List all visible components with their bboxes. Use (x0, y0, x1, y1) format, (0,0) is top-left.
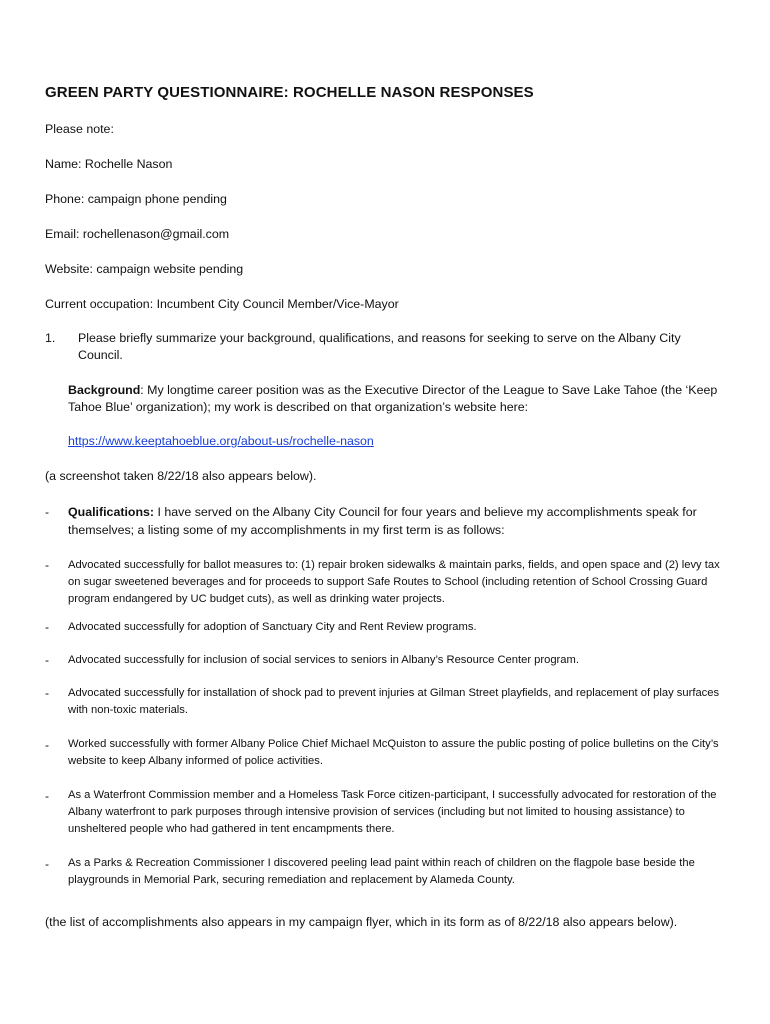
bullet-dash: - (45, 686, 49, 700)
bullet-dash: - (45, 738, 49, 752)
accomplishment-item: Advocated successfully for inclusion of social services to seniors in Albany’s Resource Center program. (68, 654, 579, 666)
question-text: Please briefly summarize your background, qualifications, and reasons for seeking to serve on the Albany City Council. (78, 331, 681, 362)
occupation-line: Current occupation: Incumbent City Council Member/Vice-Mayor (45, 297, 399, 311)
accomplishment-item: Advocated successfully for adoption of Sanctuary City and Rent Review programs. (68, 621, 477, 633)
closing-note: (the list of accomplishments also appears in my campaign flyer, which in its form as of 8/22/18 also appears below). (45, 915, 678, 929)
website-line: Website: campaign website pending (45, 262, 244, 276)
accomplishment-item: Advocated successfully for ballot measures to: (1) repair broken sidewalks & maintain parks, fields, and open space and (2) levy tax on sugar sweetened beverages and for proceeds to support Safe Routes to School (including retention of School Crossing Guard program endangered by UC budget cuts), as well as drinking water projects. (68, 559, 720, 605)
accomplishment-item: As a Parks & Recreation Commissioner I discovered peeling lead paint within reach of children on the flagpole base beside the playgrounds in Memorial Park, securing remediation and replacement by Alameda County. (68, 857, 695, 886)
page-title: GREEN PARTY QUESTIONNAIRE: ROCHELLE NASON RESPONSES (45, 84, 534, 101)
qualifications-paragraph (68, 503, 728, 539)
question-number: 1. (45, 331, 56, 345)
bullet-dash: - (45, 653, 49, 667)
background-paragraph (68, 382, 728, 416)
accomplishment-item: Advocated successfully for installation of shock pad to prevent injuries at Gilman Street playfields, and replacement of play surfaces with non-toxic materials. (68, 687, 720, 716)
qualifications-label: Qualifications: (68, 505, 155, 519)
please-note: Please note: (45, 122, 114, 136)
accomplishment-item: Worked successfully with former Albany Police Chief Michael McQuiston to assure the public posting of police bulletins on the City’s website to keep Albany informed of police activities. (68, 738, 719, 767)
background-text: : My longtime career position was as the Executive Director of the League to Save Lake Tahoe (the ‘Keep Tahoe Blue’ organization); my work is described on that organization’s website here: (68, 383, 718, 414)
bullet-dash: - (45, 789, 49, 803)
qualifications-text: I have served on the Albany City Council for four years and believe my accomplishments speak for themselves; a listing some of my accomplishments in my first term is as follows: (68, 505, 697, 537)
bullet-dash: - (45, 857, 49, 871)
accomplishment-item: As a Waterfront Commission member and a Homeless Task Force citizen-participant, I successfully advocated for restoration of the Albany waterfront to park purposes through intensive provision of services (including but not limited to housing assistance) to unsheltered people who had gathered in tent encampments there. (68, 789, 717, 835)
phone-line: Phone: campaign phone pending (45, 192, 227, 206)
email-line: Email: rochellenason@gmail.com (45, 227, 230, 241)
bullet-dash: - (45, 505, 49, 519)
screenshot-note: (a screenshot taken 8/22/18 also appears below). (45, 469, 317, 483)
background-label: Background (68, 383, 141, 397)
bullet-dash: - (45, 620, 49, 634)
rochelle-nason-link[interactable]: https://www.keeptahoeblue.org/about-us/rochelle-nason (68, 434, 374, 448)
bullet-dash: - (45, 558, 49, 572)
name-line: Name: Rochelle Nason (45, 157, 173, 171)
